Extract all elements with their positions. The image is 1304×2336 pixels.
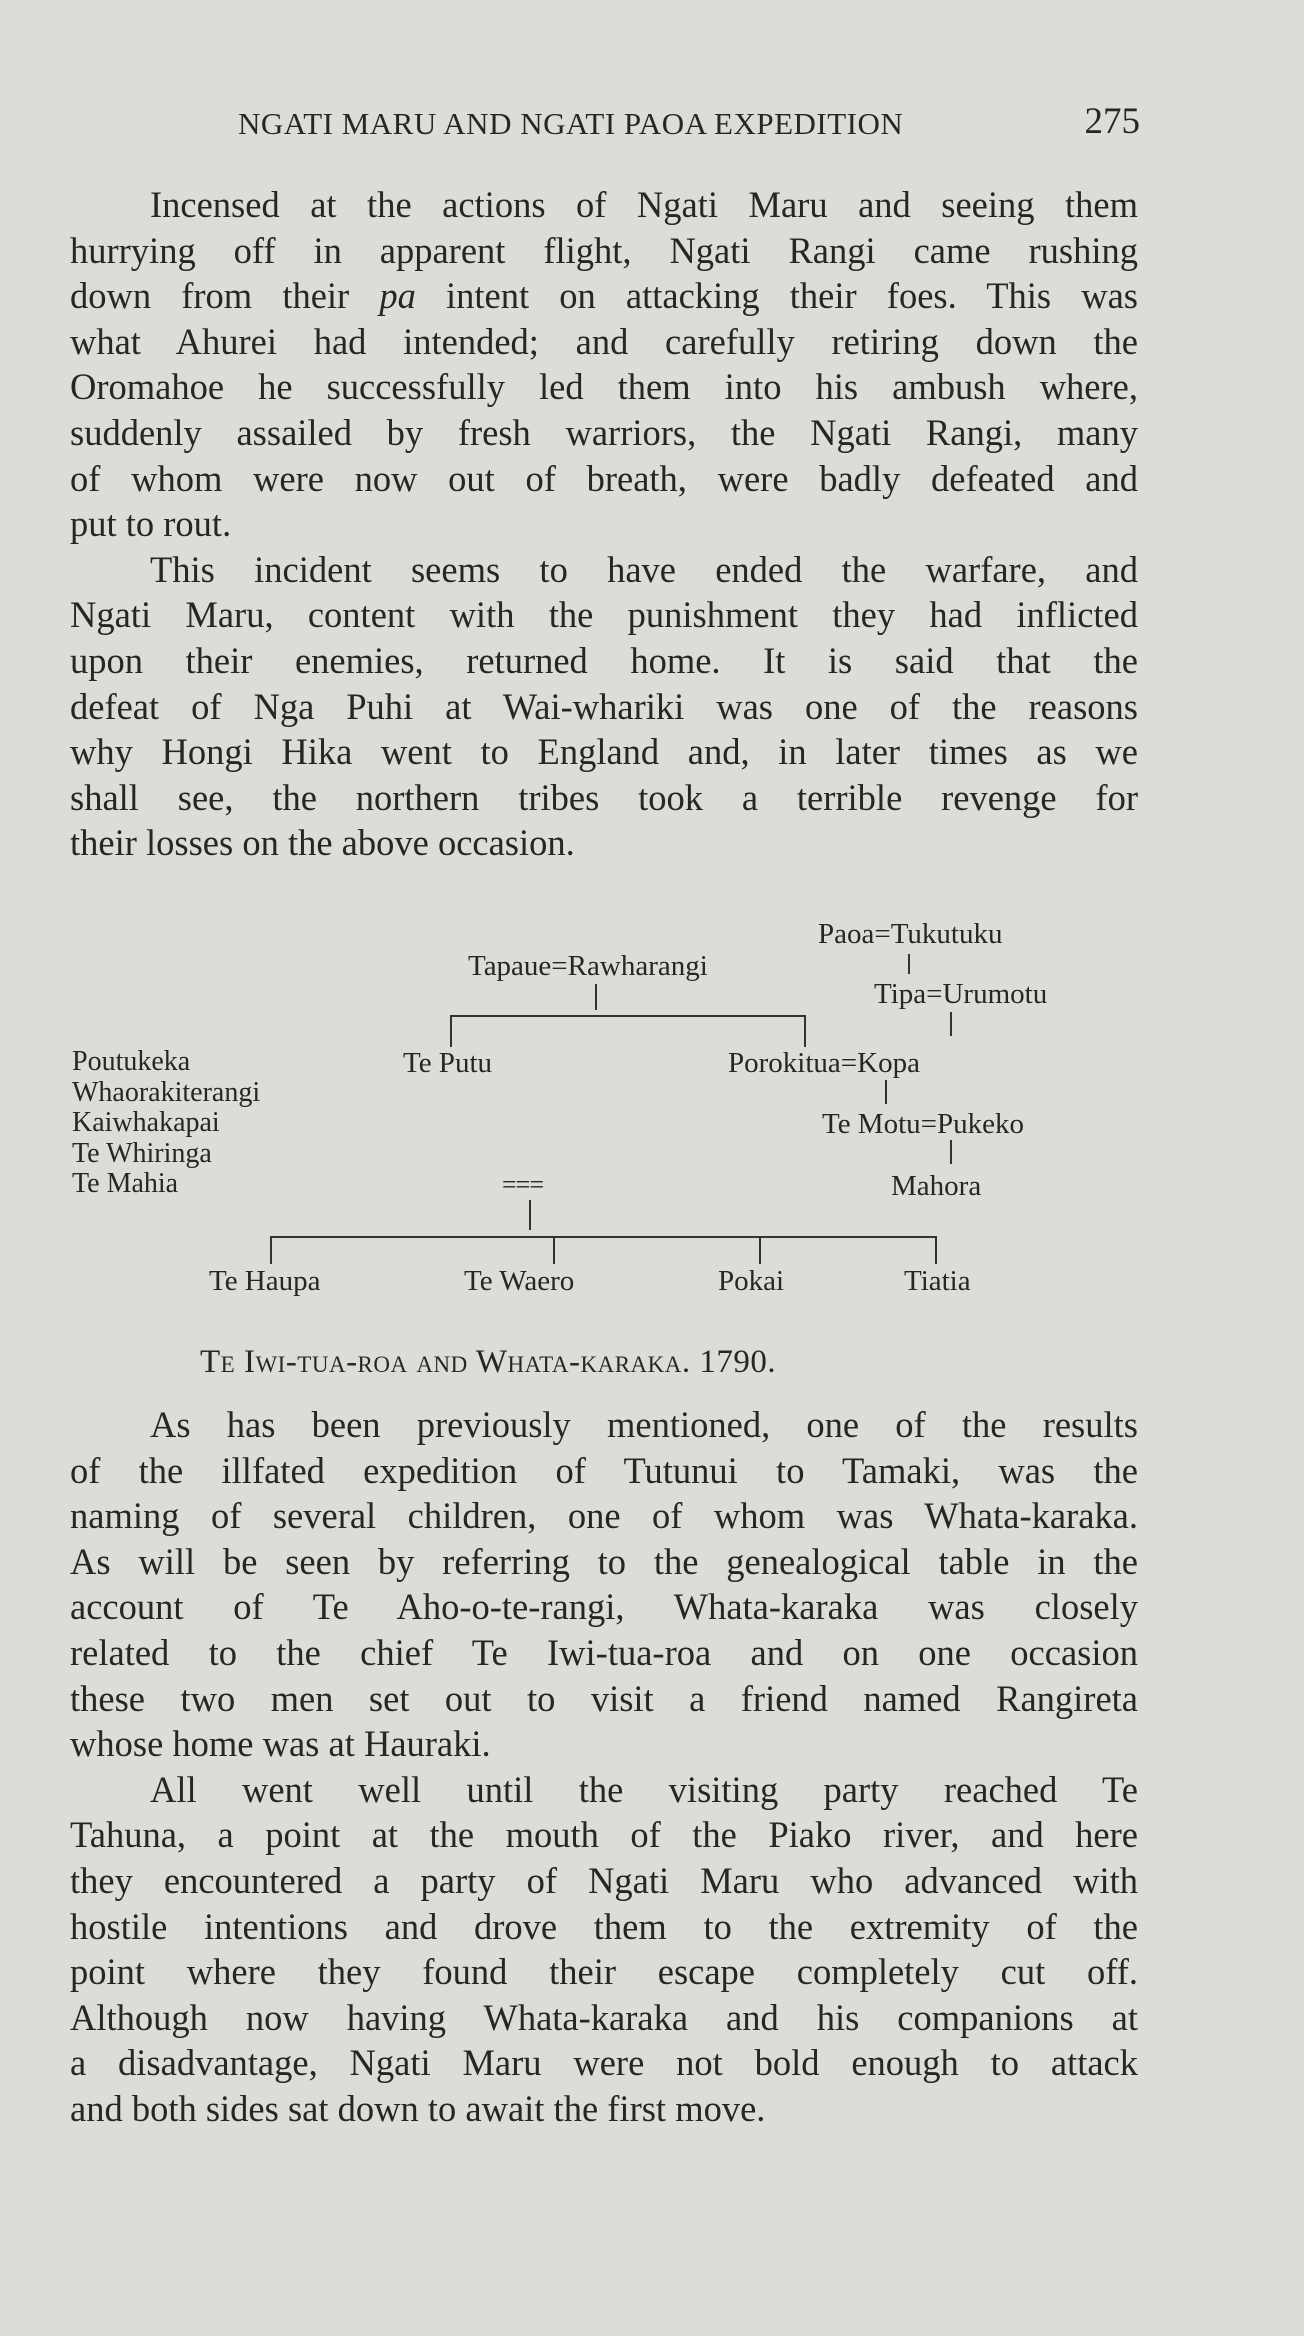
text-fragment: down from their: [70, 275, 380, 317]
text-line: a disadvantage, Ngati Maru were not bold enough to attack: [70, 2042, 1138, 2084]
text-line: Oromahoe he successfully led them into his ambush where,: [70, 366, 1138, 408]
text-line: and both sides sat down to await the first move.: [70, 2087, 766, 2129]
list-item: Te Mahia: [72, 1168, 179, 1199]
line-porokitua-drop: [804, 1015, 806, 1047]
line-child-drop: [553, 1236, 555, 1264]
line-tapaue: [595, 984, 597, 1010]
text-line: All went well until the visiting party reached Te: [150, 1768, 1138, 1810]
text-line: naming of several children, one of whom was Whata-karaka.: [70, 1495, 1138, 1537]
text-line: As will be seen by referring to the genealogical table in the: [70, 1540, 1138, 1582]
line-sibling-bar: [450, 1015, 806, 1017]
text-line: defeat of Nga Puhi at Wai-whariki was one of the reasons: [70, 685, 1138, 727]
node-paoa: Paoa=Tukutuku: [818, 918, 1003, 950]
text-line: Incensed at the actions of Ngati Maru and seeing them: [150, 184, 1138, 225]
node-te-putu: Te Putu: [403, 1047, 492, 1079]
node-mahora: Mahora: [891, 1170, 982, 1202]
node-te-haupa: Te Haupa: [209, 1265, 321, 1297]
left-name-list: [72, 1047, 260, 1200]
text-line: Although now having Whata-karaka and his companions at: [70, 1996, 1138, 2038]
section-heading: [200, 1344, 776, 1381]
list-item: Kaiwhakapai: [72, 1107, 220, 1138]
node-tipa: Tipa=Urumotu: [874, 978, 1048, 1010]
line-child-drop: [759, 1236, 761, 1264]
section-year: 1790.: [699, 1344, 777, 1380]
running-title: NGATI MARU AND NGATI PAOA EXPEDITION: [238, 106, 904, 141]
text-line: Tahuna, a point at the mouth of the Piako river, and here: [70, 1814, 1138, 1856]
node-te-motu: Te Motu=Pukeko: [822, 1108, 1025, 1140]
text-block-bottom: [70, 1402, 1138, 2132]
text-line: whose home was at Hauraki.: [70, 1723, 491, 1765]
text-line: their losses on the above occasion.: [70, 822, 575, 864]
list-item: Te Whiringa: [72, 1137, 212, 1169]
paragraph-whata-karaka: [70, 1402, 1138, 1767]
list-item: Whaorakiterangi: [72, 1076, 261, 1108]
text-line: put to rout.: [70, 503, 232, 545]
text-line: of whom were now out of breath, were badly defeated and: [70, 457, 1138, 499]
page-number: 275: [1084, 101, 1140, 142]
node-pokai: Pokai: [718, 1265, 785, 1297]
line-paoa: [908, 954, 910, 974]
marriage-sign: ===: [502, 1170, 543, 1199]
text-line: these two men set out to visit a friend named Rangireta: [70, 1677, 1138, 1719]
text-line: Ngati Maru, content with the punishment they had inflicted: [70, 594, 1138, 636]
text-line: suddenly assailed by fresh warriors, the Ngati Rangi, many: [70, 411, 1138, 453]
text-line: they encountered a party of Ngati Maru who advanced with: [70, 1859, 1138, 1901]
line-marriage: [529, 1200, 531, 1230]
text-line: related to the chief Te Iwi-tua-roa and on one occasion: [70, 1631, 1138, 1673]
line-porokitua: [885, 1080, 887, 1104]
node-te-waero: Te Waero: [464, 1265, 575, 1297]
text-line: of the illfated expedition of Tutunui to Tamaki, was the: [70, 1449, 1138, 1491]
text-line: what Ahurei had intended; and carefully retiring down the: [70, 320, 1138, 362]
text-line: account of Te Aho-o-te-rangi, Whata-karaka was closely: [70, 1586, 1138, 1628]
text-line: point where they found their escape completely cut off.: [70, 1951, 1138, 1993]
line-te-motu: [950, 1140, 952, 1164]
text-line: upon their enemies, returned home. It is said that the: [70, 639, 1138, 681]
text-line: shall see, the northern tribes took a terrible revenge for: [70, 776, 1138, 818]
italic-term: pa: [379, 275, 416, 317]
text-line: As has been previously mentioned, one of the results: [150, 1404, 1138, 1445]
list-item: Poutukeka: [72, 1046, 191, 1077]
paragraph-te-tahuna: [70, 1767, 1138, 2132]
line-child-drop: [935, 1236, 937, 1264]
text-line: hostile intentions and drove them to the extremity of the: [70, 1905, 1138, 1947]
text-fragment: intent on attacking their foes. This was: [415, 275, 1139, 317]
line-putu-drop: [450, 1015, 452, 1047]
node-tapaue: Tapaue=Rawharangi: [468, 950, 708, 982]
text-line: why Hongi Hika went to England and, in later times as we: [70, 731, 1138, 773]
line-child-drop: [270, 1236, 272, 1264]
line-tipa: [950, 1012, 952, 1036]
node-porokitua: Porokitua=Kopa: [728, 1047, 920, 1079]
line-children-bar: [270, 1236, 937, 1238]
section-title: Te Iwi-tua-roa and Whata-karaka.: [200, 1344, 691, 1380]
text-line: This incident seems to have ended the warfare, and: [150, 548, 1138, 590]
text-line: hurrying off in apparent flight, Ngati Rangi came rushing: [70, 229, 1138, 271]
node-tiatia: Tiatia: [904, 1265, 971, 1297]
